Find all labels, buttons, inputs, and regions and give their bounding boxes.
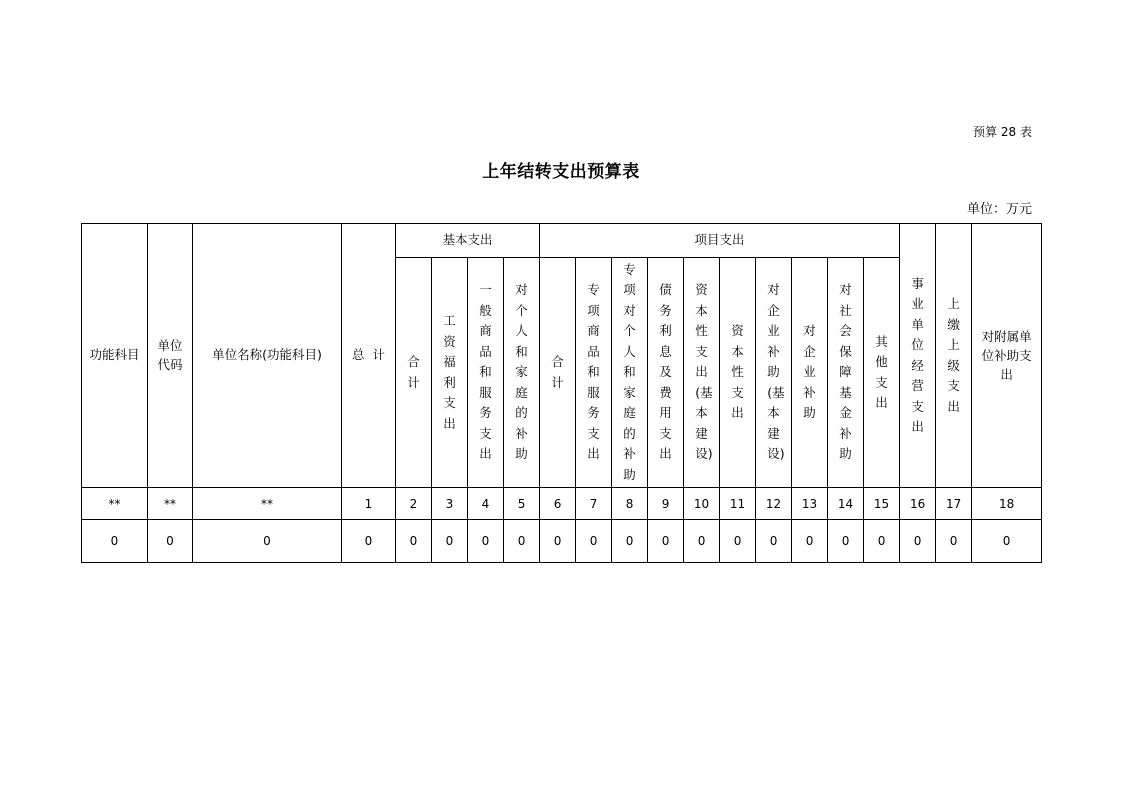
page-title: 上年结转支出预算表 <box>482 162 640 182</box>
index-cell: ** <box>82 488 148 520</box>
index-cell: 2 <box>396 488 432 520</box>
header-basic-personal: 对个人和家庭的补助 <box>504 258 540 488</box>
data-cell: 0 <box>900 520 936 563</box>
header-func-subject: 功能科目 <box>82 224 148 488</box>
index-cell: 9 <box>648 488 684 520</box>
header-turn-up: 上缴上级支出 <box>936 224 972 488</box>
index-cell: ** <box>148 488 193 520</box>
index-row <box>82 488 1042 520</box>
header-basic-total: 合计 <box>396 258 432 488</box>
data-cell: 0 <box>342 520 396 563</box>
data-cell: 0 <box>148 520 193 563</box>
index-cell: 3 <box>432 488 468 520</box>
index-cell: 4 <box>468 488 504 520</box>
header-basic-goods: 一般商品和服务支出 <box>468 258 504 488</box>
index-cell: 13 <box>792 488 828 520</box>
index-cell: 11 <box>720 488 756 520</box>
header-biz-op: 事业单位经营支出 <box>900 224 936 488</box>
header-unit-code: 单位代码 <box>148 224 193 488</box>
data-cell: 0 <box>936 520 972 563</box>
index-cell: 18 <box>972 488 1042 520</box>
data-cell: 0 <box>720 520 756 563</box>
index-cell: 15 <box>864 488 900 520</box>
header-project-total: 合计 <box>540 258 576 488</box>
index-cell: 17 <box>936 488 972 520</box>
data-cell: 0 <box>648 520 684 563</box>
index-cell: 12 <box>756 488 792 520</box>
budget-table <box>81 223 1042 563</box>
data-cell: 0 <box>864 520 900 563</box>
header-project-enterprise-construction: 对企业补助(基本建设) <box>756 258 792 488</box>
index-cell: 5 <box>504 488 540 520</box>
data-cell: 0 <box>972 520 1042 563</box>
data-cell: 0 <box>396 520 432 563</box>
unit-label: 单位：万元 <box>966 202 1032 217</box>
form-number: 预算 28 表 <box>973 125 1032 139</box>
data-row <box>82 520 1042 563</box>
header-basic-group: 基本支出 <box>396 224 540 258</box>
index-cell: 14 <box>828 488 864 520</box>
header-unit-name: 单位名称(功能科目) <box>193 224 342 488</box>
header-project-personal: 专项对个人和家庭的补助 <box>612 258 648 488</box>
header-project-social-security: 对社会保障基金补助 <box>828 258 864 488</box>
header-project-debt: 债务利息及费用支出 <box>648 258 684 488</box>
data-cell: 0 <box>576 520 612 563</box>
data-cell: 0 <box>540 520 576 563</box>
index-cell: 8 <box>612 488 648 520</box>
data-cell: 0 <box>612 520 648 563</box>
index-cell: 6 <box>540 488 576 520</box>
data-cell: 0 <box>504 520 540 563</box>
header-basic-salary: 工资福利支出 <box>432 258 468 488</box>
header-project-capital: 资本性支出 <box>720 258 756 488</box>
data-cell: 0 <box>82 520 148 563</box>
data-cell: 0 <box>684 520 720 563</box>
header-sub-unit: 对附属单位补助支出 <box>972 224 1042 488</box>
header-project-enterprise: 对企业补助 <box>792 258 828 488</box>
index-cell: 16 <box>900 488 936 520</box>
header-project-group: 项目支出 <box>540 224 900 258</box>
index-cell: ** <box>193 488 342 520</box>
index-cell: 1 <box>342 488 396 520</box>
data-cell: 0 <box>432 520 468 563</box>
header-total: 总 计 <box>342 224 396 488</box>
data-cell: 0 <box>468 520 504 563</box>
data-cell: 0 <box>828 520 864 563</box>
header-project-goods: 专项商品和服务支出 <box>576 258 612 488</box>
index-cell: 7 <box>576 488 612 520</box>
data-cell: 0 <box>193 520 342 563</box>
header-project-other: 其他支出 <box>864 258 900 488</box>
header-project-capital-construction: 资本性支出(基本建设) <box>684 258 720 488</box>
data-cell: 0 <box>792 520 828 563</box>
data-cell: 0 <box>756 520 792 563</box>
index-cell: 10 <box>684 488 720 520</box>
